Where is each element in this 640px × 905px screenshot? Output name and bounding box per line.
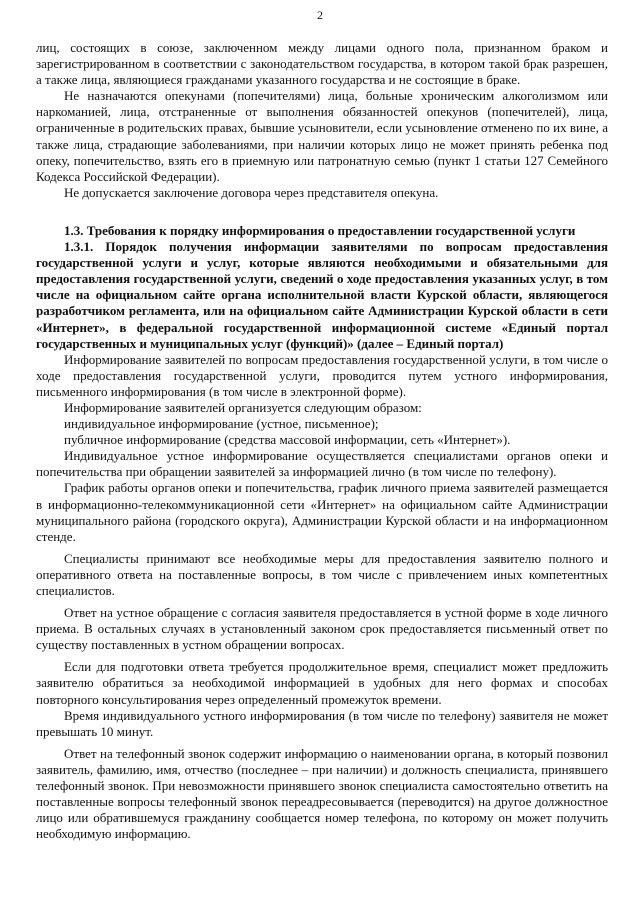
paragraph-marriage-continuation: лиц, состоящих в союзе, заключенном между лицами одного пола, признанном браком и зарегистрированном в соответствии с законодательством государства, в котором такой брак разрешен, а также лица, являющиеся гражданами указанного государства и не состоящие в браке. bbox=[36, 40, 608, 88]
paragraph-individual-oral: Индивидуальное устное информирование осуществляется специалистами органов опеки и попечительства при обращении заявителей за информацией лично (в том числе по телефону). bbox=[36, 448, 608, 480]
paragraph-work-schedule: График работы органов опеки и попечительства, график личного приема заявителей размещается в информационно-телекоммуникационной сети «Интернет» на официальном сайте Администрации муниципального района (городского округа), Администрации Курской области и на информационном стенде. bbox=[36, 480, 608, 544]
section-heading-1-3: 1.3. Требования к порядку информирования о предоставлении государственной услуги bbox=[64, 222, 576, 238]
document-body bbox=[36, 40, 608, 842]
paragraph-informing-methods: Информирование заявителей по вопросам предоставления государственной услуги, в том числе о ходе предоставления государственной услуги, проводится путем устного информирования, письменного информирования (в том числе в электронной форме). bbox=[36, 351, 608, 399]
paragraph-long-preparation: Если для подготовки ответа требуется продолжительное время, специалист может предложить заявителю обратиться за необходимой информацией в удобных для него формах и способах повторного консультирования через определенный промежуток времени. bbox=[36, 659, 608, 707]
page-number: 2 bbox=[317, 8, 323, 22]
paragraph-specialists-measures: Специалисты принимают все необходимые меры для предоставления заявителю полного и оперативного ответа на поставленные вопросы, в том числе с привлечением иных компетентных специалистов. bbox=[36, 550, 608, 598]
subsection-heading-1-3-1: 1.3.1. Порядок получения информации заявителями по вопросам предоставления государственной услуги и услуг, которые являются необходимыми и обязательными для предоставления государственной услуги, сведений о ходе предоставления указанных услуг, в том числе на официальном сайте органа исполнительной власти Курской области, являющегося разработчиком регламента, или на официальном сайте Администрации Курской области в сети «Интернет», в федеральной государственной информационной системе «Единый портал государственных и муниципальных услуг (функций)» (далее – Единый портал) bbox=[36, 239, 608, 351]
list-item-individual: индивидуальное информирование (устное, письменное); bbox=[64, 416, 379, 432]
paragraph-oral-answer: Ответ на устное обращение с согласия заявителя предоставляется в устной форме в ходе личного приема. В остальных случаях в установленный законом срок предоставляется письменный ответ по существу поставленных в устном обращении вопросах. bbox=[36, 605, 608, 653]
paragraph-phone-answer: Ответ на телефонный звонок содержит информацию о наименовании органа, в который позвонил заявитель, фамилию, имя, отчество (последнее – при наличии) и должность специалиста, принявшего телефонный звонок. При невозможности принявшего звонок специалиста самостоятельно ответить на поставленные вопросы телефонный звонок переадресовывается (переводится) на другое должностное лицо или обратившемуся гражданину сообщается номер телефона, по которому он может получить необходимую информацию. bbox=[36, 745, 608, 842]
paragraph-informing-organized: Информирование заявителей организуется следующим образом: bbox=[64, 399, 422, 415]
paragraph-time-limit: Время индивидуального устного информирования (в том числе по телефону) заявителя не может превышать 10 минут. bbox=[36, 707, 608, 739]
paragraph-no-contract-via-representative: Не допускается заключение договора через представителя опекуна. bbox=[64, 184, 439, 200]
paragraph-not-appointed-guardians: Не назначаются опекунами (попечителями) лица, больные хроническим алкоголизмом или наркоманией, лица, отстраненные от выполнения обязанностей опекунов (попечителей), лица, ограниченные в родительских правах, бывшие усыновители, если усыновление отменено по их вине, а также лица, страдающие заболеваниями, при наличии которых лицо не может принять ребенка под опеку, попечительство, взять его в приемную или патронатную семью (пункт 1 статьи 127 Семейного Кодекса Российской Федерации). bbox=[36, 88, 608, 184]
list-item-public: публичное информирование (средства массовой информации, сеть «Интернет»). bbox=[64, 432, 511, 448]
